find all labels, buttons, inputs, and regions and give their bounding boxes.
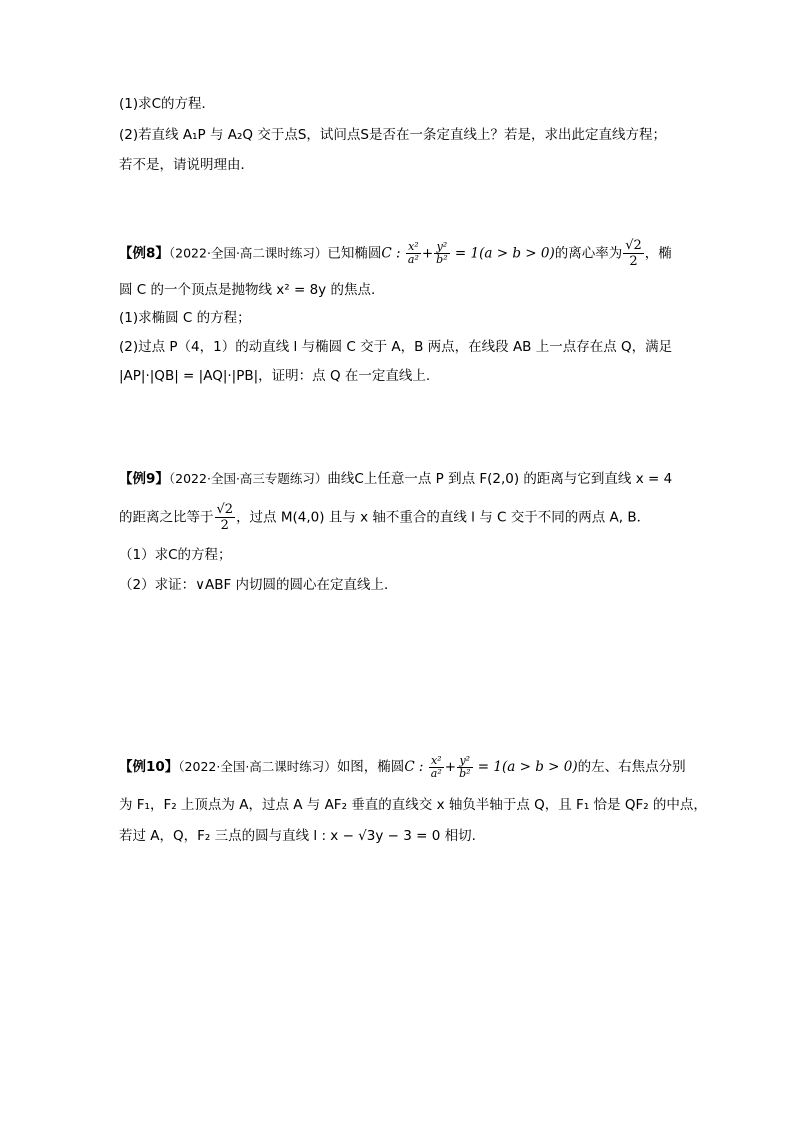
example-8-stem-b: 的离心率为 — [554, 245, 623, 262]
example-10-stem: 【例10】（2022·全国·高二课时练习）如图，椭圆C : $\frac{\text{x²}}{\text{a²}}$ + $\frac{\text{y²}}{\text{b²}}$ = 1(a > b > 0)的左、右焦点分别 — [119, 753, 686, 780]
example-9-line2-a: 的距离之比等于 — [119, 509, 214, 526]
example-8-question-2-line2: |AP|·|QB| = |AQ|·|PB|，证明：点 Q 在一定直线上. — [119, 368, 431, 384]
ellipse-rhs: = 1(a > b > 0) — [450, 245, 555, 262]
example-8-stem-a: 已知椭圆 — [327, 245, 382, 262]
frac-y2-b2: $\frac{\text{y²}}{\text{b²}}$ — [436, 240, 448, 266]
example-10-stem-b: 的左、右焦点分别 — [577, 759, 686, 775]
example-8-label: 【例8】 — [119, 245, 169, 262]
frac-y2-b2-10: $\frac{\text{y²}}{\text{b²}}$ — [459, 753, 471, 780]
example-9-question-2: （2）求证：∨ABF 内切圆的圆心在定直线上． — [119, 577, 398, 593]
frac-x2-a2: $\frac{\text{x²}}{\text{a²}}$ — [407, 240, 419, 266]
example-10-line3: 若过 A，Q，F₂ 三点的圆与直线 l : x − √3y − 3 = 0 相切. — [119, 828, 476, 844]
eccentricity-fraction: $\frac{√2}{2}$ — [625, 238, 642, 269]
ellipse-rhs-10: = 1(a > b > 0) — [473, 759, 578, 775]
example-8-question-1: (1)求椭圆 C 的方程； — [119, 310, 251, 326]
example-9-question-1: （1）求C的方程； — [119, 547, 232, 563]
example-9-label: 【例9】 — [119, 471, 169, 487]
example-8-stem-c: ，椭 — [644, 245, 672, 262]
example-10-line2: 为 F₁，F₂ 上顶点为 A，过点 A 与 AF₂ 垂直的直线交 x 轴负半轴于点 Q，且 F₁ 恰是 QF₂ 的中点， — [119, 797, 707, 813]
ratio-fraction: $\frac{√2}{2}$ — [216, 502, 234, 533]
example-10-source: （2022·全国·高二课时练习） — [178, 759, 337, 774]
example-9-line2 — [119, 502, 650, 533]
example-9-line2-b: ，过点 M(4,0) 且与 x 轴不重合的直线 l 与 C 交于不同的两点 A, B． — [236, 509, 651, 526]
ellipse-lhs-10: C : — [404, 759, 428, 775]
ellipse-lhs: C : — [381, 245, 405, 262]
example-9-source: （2022·全国·高三专题练习） — [168, 471, 328, 486]
example-9-stem — [119, 469, 672, 489]
frac-x2-a2-10: $\frac{\text{x²}}{\text{a²}}$ — [430, 753, 442, 780]
prev-question-1: (1)求C的方程． — [119, 96, 216, 112]
prev-question-2-line2: 若不是，请说明理由． — [119, 157, 254, 173]
example-10-stem-a: 如图，椭圆 — [336, 759, 405, 775]
example-9-stem-text: 曲线C上任意一点 P 到点 F(2,0) 的距离与它到直线 x = 4 — [327, 471, 673, 487]
example-10-label: 【例10】 — [119, 759, 179, 775]
example-8-question-2: (2)过点 P（4，1）的动直线 l 与椭圆 C 交于 A，B 两点，在线段 AB 上一点存在点 Q，满足 — [119, 339, 673, 355]
example-8-stem: 【例8】（2022·全国·高二课时练习）已知椭圆C : $\frac{\text{x²}}{\text{a²}}$ + $\frac{\text{y²}}{\text{b²}}$ = 1(a > b > 0)的离心率为 $\frac{√2}{2}$ ，椭 — [119, 238, 672, 269]
example-8-source: （2022·全国·高二课时练习） — [168, 245, 328, 261]
example-8-line2: 圆 C 的一个顶点是抛物线 x² = 8y 的焦点. — [119, 282, 376, 298]
prev-question-2-line1: (2)若直线 A₁P 与 A₂Q 交于点S，试问点S是否在一条定直线上？若是，求出此定直线方程； — [119, 127, 666, 143]
